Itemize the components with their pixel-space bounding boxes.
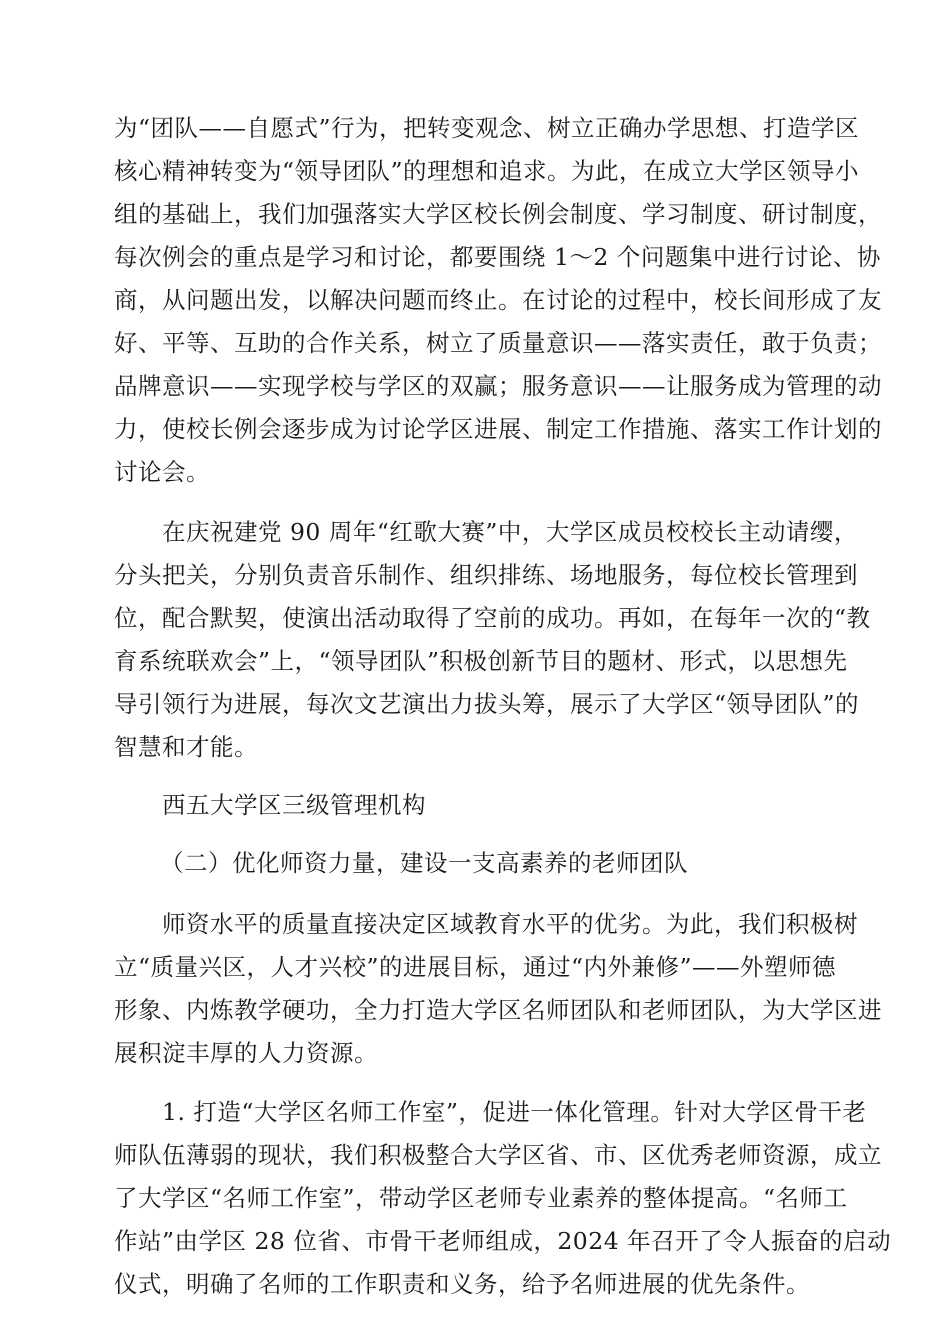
text-line: 西五大学区三级管理机构: [162, 791, 426, 819]
text-line: 仪式，明确了名师的工作职责和义务，给予名师进展的优先条件。: [114, 1270, 810, 1298]
text-line: 作站”由学区 28 位省、市骨干老师组成，2024 年召开了令人振奋的启动: [114, 1227, 892, 1255]
text-line: 位，配合默契，使演出活动取得了空前的成功。再如，在每年一次的“教: [114, 604, 871, 632]
text-line: 核心精神转变为“领导团队”的理想和追求。为此，在成立大学区领导小: [114, 157, 860, 185]
text-line: 组的基础上，我们加强落实大学区校长例会制度、学习制度、研讨制度，: [114, 200, 882, 228]
text-line: 力，使校长例会逐步成为讨论学区进展、制定工作措施、落实工作计划的: [114, 415, 882, 443]
text-line: 商，从问题出发，以解决问题而终止。在讨论的过程中，校长间形成了友: [114, 286, 882, 314]
section-heading: （二）优化师资力量，建设一支高素养的老师团队: [160, 849, 688, 877]
text-line: 师队伍薄弱的现状，我们积极整合大学区省、市、区优秀老师资源，成立: [114, 1141, 882, 1169]
text-line: 了大学区“名师工作室”，带动学区老师专业素养的整体提高。“名师工: [114, 1184, 848, 1212]
text-line: 品牌意识——实现学校与学区的双赢；服务意识——让服务成为管理的动: [114, 372, 882, 400]
text-line: 立“质量兴区，人才兴校”的进展目标，通过“内外兼修”——外塑师德: [114, 953, 837, 981]
text-line: 导引领行为进展，每次文艺演出力拔头筹，展示了大学区“领导团队”的: [114, 690, 860, 718]
text-line: 展积淀丰厚的人力资源。: [114, 1039, 378, 1067]
text-line: 在庆祝建党 90 周年“红歌大赛”中，大学区成员校校长主动请缨，: [162, 518, 858, 546]
text-line: 为“团队——自愿式”行为，把转变观念、树立正确办学思想、打造学区: [114, 114, 860, 142]
text-line: 好、平等、互助的合作关系，树立了质量意识——落实责任，敢于负责；: [114, 329, 882, 357]
text-line: 形象、内炼教学硬功，全力打造大学区名师团队和老师团队，为大学区进: [114, 996, 882, 1024]
text-line: 分头把关，分别负责音乐制作、组织排练、场地服务，每位校长管理到: [114, 561, 858, 589]
text-line: 每次例会的重点是学习和讨论，都要围绕 1～2 个问题集中进行讨论、协: [114, 243, 881, 271]
text-line: 育系统联欢会”上，“领导团队”积极创新节目的题材、形式，以思想先: [114, 647, 848, 675]
text-line: 讨论会。: [114, 458, 210, 486]
text-line: 师资水平的质量直接决定区域教育水平的优劣。为此，我们积极树: [162, 910, 858, 938]
text-line: 1. 打造“大学区名师工作室”，促进一体化管理。针对大学区骨干老: [162, 1098, 867, 1126]
text-line: 智慧和才能。: [114, 733, 258, 761]
